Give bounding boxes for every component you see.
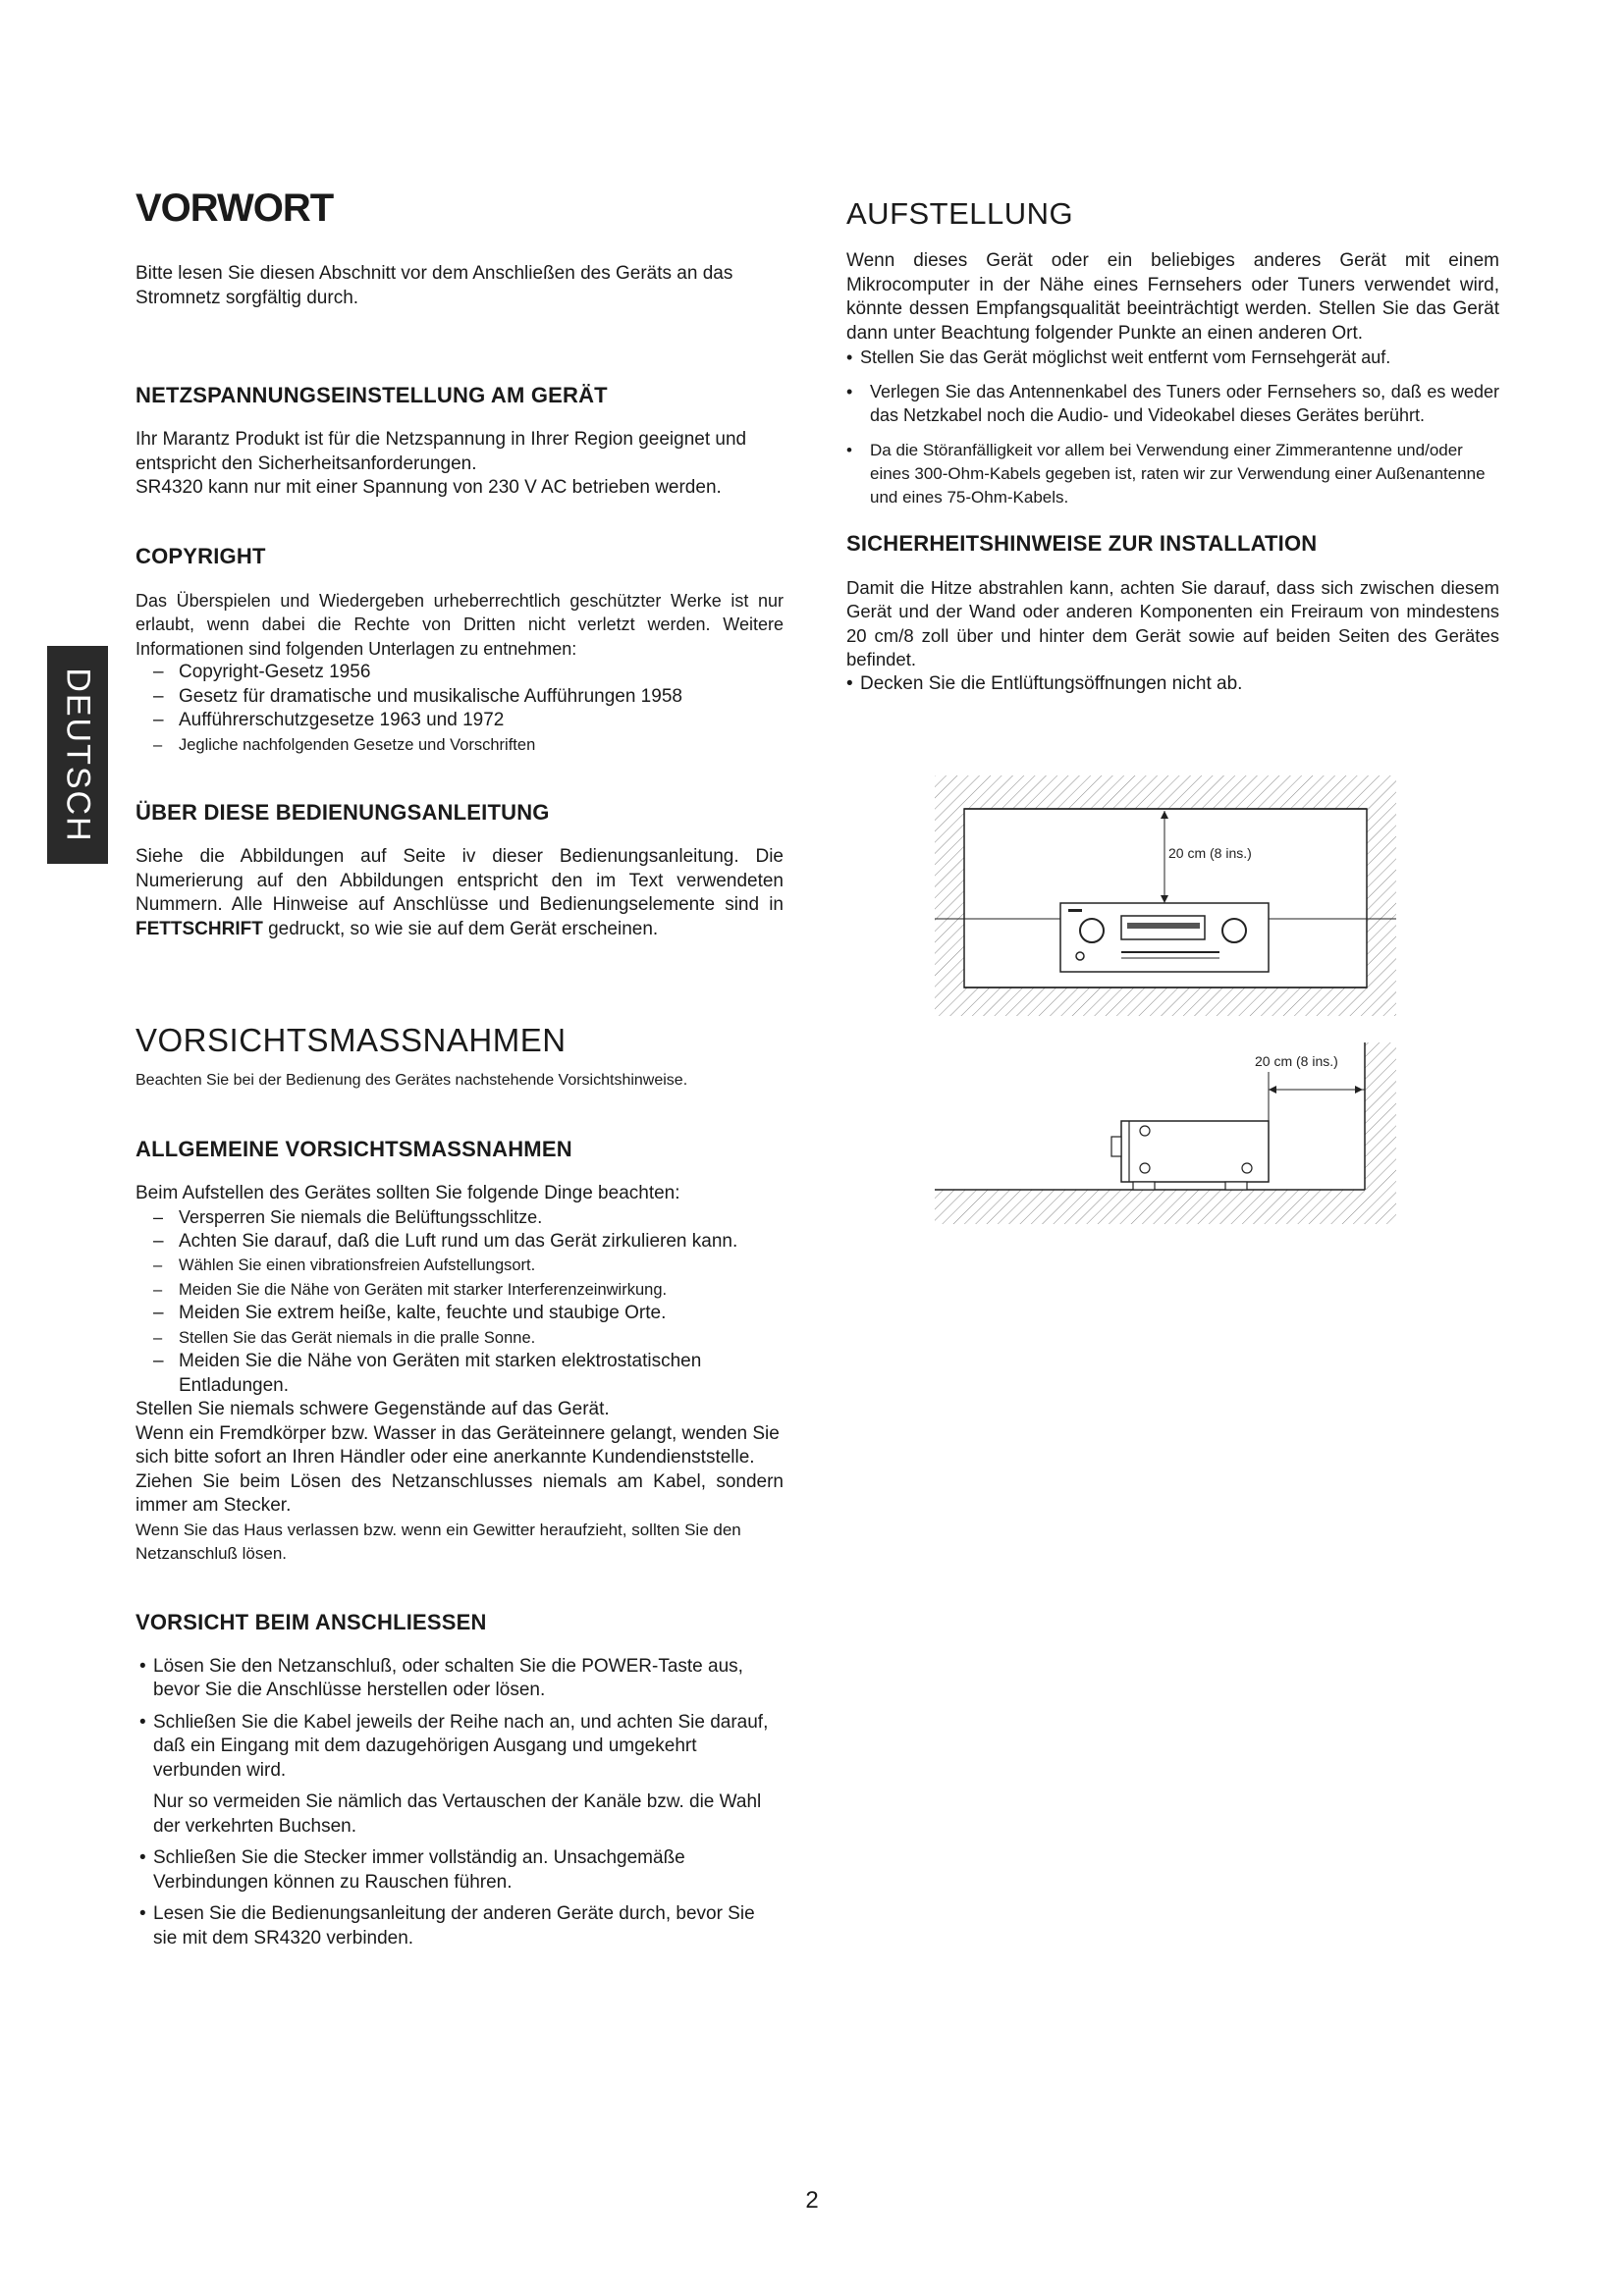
allgemein-p4: Wenn Sie das Haus verlassen bzw. wenn ein Gewitter heraufzieht, sollten Sie den Netzanschluß lösen. bbox=[135, 1520, 741, 1563]
aufstellung-text: Wenn dieses Gerät oder ein beliebiges anderes Gerät mit einem Mikrocomputer in der Nähe eines Fernsehers oder Tuners verwendet wird, könnte dessen Empfangsqualität beeinträchtigt werden. Stellen Sie das Gerät dann unter Beachtung folgender Punkte an einen anderen Ort. bbox=[846, 250, 1499, 344]
language-tab bbox=[47, 646, 108, 864]
netz-text: Ihr Marantz Produkt ist für die Netzspannung in Ihrer Region geeignet und entspricht den Sicherheitsanforderungen. bbox=[135, 429, 747, 474]
list-item: • Lösen Sie den Netzanschluß, oder schalten Sie die POWER-Taste aus, bevor Sie die Anschlüsse herstellen oder lösen. bbox=[135, 1655, 784, 1703]
allgemein-p1: Stellen Sie niemals schwere Gegenstände auf das Gerät. bbox=[135, 1399, 610, 1419]
left-column bbox=[135, 187, 784, 1994]
anschliessen-section bbox=[135, 1610, 784, 1951]
copyright-heading: COPYRIGHT bbox=[135, 543, 266, 568]
list-item: • Decken Sie die Entlüftungsöffnungen nicht ab. bbox=[846, 672, 1499, 697]
list-item: • Da die Störanfälligkeit vor allem bei Verwendung einer Zimmerantenne und/oder eines 300-Ohm-Kabels gegeben ist, raten wir zur Verwendung einer Außenantenne und eines 75-Ohm-Kabels. bbox=[846, 439, 1499, 509]
list-item: – Wählen Sie einen vibrationsfreien Aufstellungsort. bbox=[135, 1254, 784, 1278]
copyright-list bbox=[135, 661, 784, 757]
list-item: – Jegliche nachfolgenden Gesetze und Vorschriften bbox=[135, 733, 784, 758]
vorsicht-intro: Beachten Sie bei der Bedienung des Gerätes nachstehende Vorsichtshinweise. bbox=[135, 1072, 688, 1089]
allgemein-lead: Beim Aufstellen des Gerätes sollten Sie folgende Dinge beachten: bbox=[135, 1182, 680, 1203]
side-diagram-label: 20 cm (8 ins.) bbox=[1255, 1053, 1338, 1069]
list-item: – Versperren Sie niemals die Belüftungsschlitze. bbox=[135, 1205, 784, 1230]
aufstellung-bullet bbox=[846, 346, 1499, 370]
list-item: – Copyright-Gesetz 1956 bbox=[135, 661, 784, 685]
list-item: • Schließen Sie die Kabel jeweils der Reihe nach an, und achten Sie darauf, daß ein Eingang mit dem dazugehörigen Ausgang und umgekehrt verbunden wird. bbox=[135, 1711, 784, 1784]
allgemein-section bbox=[135, 1137, 784, 1567]
allgemein-list bbox=[135, 1205, 784, 1398]
vorsicht-title: VORSICHTSMASSNAHMEN bbox=[135, 1022, 567, 1058]
sicherheit-text: Damit die Hitze abstrahlen kann, achten Sie darauf, dass sich zwischen diesem Gerät und der Wand oder anderen Komponenten ein Freiraum von mindestens 20 cm/8 zoll über und hinter dem Gerät sowie auf beiden Seiten des Gerätes befindet. bbox=[846, 576, 1499, 669]
front-diagram-label: 20 cm (8 ins.) bbox=[1168, 845, 1252, 861]
ueber-text-a: Siehe die Abbildungen auf Seite iv dieser Bedienungsanleitung. Die Numerierung auf den Abbildungen entspricht den im Text verwendeten Nummern. Alle Hinweise auf Anschlüsse und Bedienungselemente sind in bbox=[135, 846, 784, 915]
list-item: • Verlegen Sie das Antennenkabel des Tuners oder Fernsehers so, daß es weder das Netzkabel noch die Audio- und Videokabel dieses Gerätes berührt. bbox=[846, 380, 1499, 427]
right-column bbox=[846, 196, 1499, 696]
list-item: – Meiden Sie extrem heiße, kalte, feuchte und staubige Orte. bbox=[135, 1302, 784, 1326]
allgemein-p3: Ziehen Sie beim Lösen des Netzanschlusses niemals am Kabel, sondern immer am Stecker. bbox=[135, 1470, 784, 1516]
list-item: – Achten Sie darauf, daß die Luft rund um das Gerät zirkulieren kann. bbox=[135, 1230, 784, 1255]
anschliessen-list bbox=[135, 1655, 784, 1784]
ueber-text-bold: FETTSCHRIFT bbox=[135, 918, 263, 939]
ueber-heading: ÜBER DIESE BEDIENUNGSANLEITUNG bbox=[135, 800, 550, 825]
aufstellung-title: AUFSTELLUNG bbox=[846, 196, 1074, 231]
sicherheit-heading: SICHERHEITSHINWEISE ZUR INSTALLATION bbox=[846, 530, 1318, 556]
netz-heading: NETZSPANNUNGSEINSTELLUNG AM GERÄT bbox=[135, 383, 608, 407]
copyright-section bbox=[135, 544, 784, 758]
page-number: 2 bbox=[805, 2187, 819, 2214]
list-item: • Lesen Sie die Bedienungsanleitung der anderen Geräte durch, bevor Sie sie mit dem SR4320 verbinden. bbox=[135, 1902, 784, 1950]
list-item: • Stellen Sie das Gerät möglichst weit entfernt vom Fernsehgerät auf. bbox=[846, 346, 1499, 370]
sicherheit-bullet bbox=[846, 672, 1499, 697]
list-item: – Meiden Sie die Nähe von Geräten mit starken elektrostatischen Entladungen. bbox=[135, 1350, 784, 1398]
list-item: – Stellen Sie das Gerät niemals in die pralle Sonne. bbox=[135, 1326, 784, 1351]
list-item: – Meiden Sie die Nähe von Geräten mit starker Interferenzeinwirkung. bbox=[135, 1278, 784, 1303]
copyright-text: Das Überspielen und Wiedergeben urheberrechtlich geschützter Werke ist nur erlaubt, wenn dabei die Rechte von Dritten nicht verletzt werden. Weitere Informationen sind folgenden Unterlagen zu entnehmen: bbox=[135, 590, 784, 659]
list-item: – Gesetz für dramatische und musikalische Aufführungen 1958 bbox=[135, 685, 784, 710]
netz-text2: SR4320 kann nur mit einer Spannung von 230 V AC betrieben werden. bbox=[135, 477, 722, 498]
list-item: – Aufführerschutzgesetze 1963 und 1972 bbox=[135, 709, 784, 733]
side-view-diagram bbox=[935, 1042, 1396, 1224]
anschliessen-heading: VORSICHT BEIM ANSCHLIESSEN bbox=[135, 1609, 487, 1634]
anschliessen-note: Nur so vermeiden Sie nämlich das Vertauschen der Kanäle bzw. die Wahl der verkehrten Buchsen. bbox=[153, 1791, 762, 1837]
vorwort-title: VORWORT bbox=[135, 187, 334, 230]
allgemein-heading: ALLGEMEINE VORSICHTSMASSNAHMEN bbox=[135, 1136, 572, 1161]
netz-section bbox=[135, 383, 784, 501]
aufstellung-list bbox=[846, 380, 1499, 509]
vorwort-intro: Bitte lesen Sie diesen Abschnitt vor dem Anschließen des Geräts an das Stromnetz sorgfältig durch. bbox=[135, 263, 733, 308]
front-view-diagram bbox=[935, 775, 1396, 1016]
ueber-section bbox=[135, 800, 784, 941]
ueber-text-b: gedruckt, so wie sie auf dem Gerät erscheinen. bbox=[262, 918, 659, 939]
list-item: • Schließen Sie die Stecker immer vollständig an. Unsachgemäße Verbindungen können zu Rauschen führen. bbox=[135, 1846, 784, 1895]
receiver-side bbox=[1111, 1121, 1269, 1190]
allgemein-p2: Wenn ein Fremdkörper bzw. Wasser in das Geräteinnere gelangt, wenden Sie sich bitte sofort an Ihren Händler oder eine anerkannte Kundendienststelle. bbox=[135, 1422, 780, 1468]
receiver-front bbox=[1060, 903, 1269, 972]
ueber-text bbox=[135, 845, 784, 941]
language-tab-label: DEUTSCH bbox=[59, 667, 97, 843]
anschliessen-list-2 bbox=[135, 1846, 784, 1950]
